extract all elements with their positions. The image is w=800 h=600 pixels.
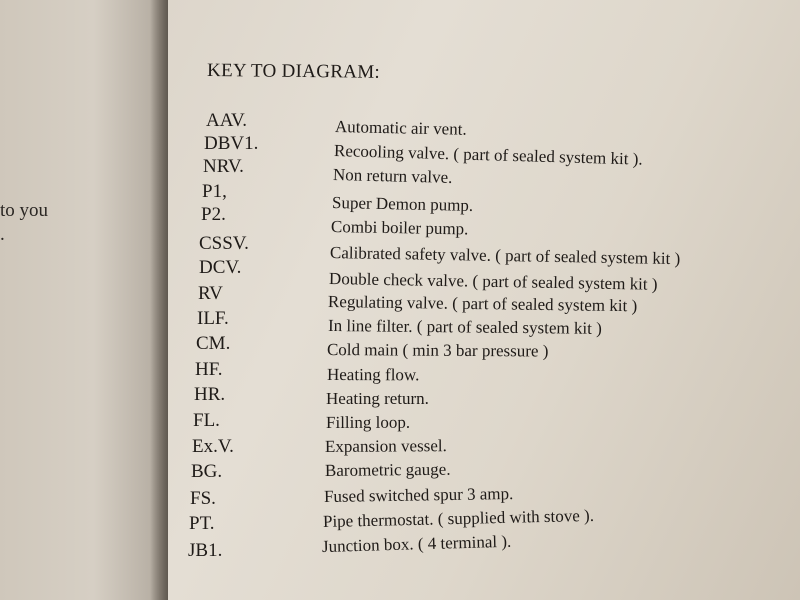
key-code: FL. xyxy=(193,410,220,431)
key-code: AAV. xyxy=(206,110,248,131)
key-description: Filling loop. xyxy=(325,412,411,432)
key-description: Super Demon pump. xyxy=(331,193,474,215)
key-description: Recooling valve. ( part of sealed system kit ). xyxy=(333,141,643,169)
key-description: Calibrated safety valve. ( part of sealed system kit ) xyxy=(329,243,681,269)
key-code: RV xyxy=(198,283,223,304)
key-code: HF. xyxy=(195,359,223,380)
key-description: Automatic air vent. xyxy=(334,117,467,139)
key-code: DCV. xyxy=(199,257,242,278)
key-description: Combi boiler pump. xyxy=(330,217,469,239)
key-code: HR. xyxy=(194,384,226,405)
key-description: Fused switched spur 3 amp. xyxy=(323,484,514,506)
key-description: Regulating valve. ( part of sealed system kit ) xyxy=(327,292,638,316)
key-description: Expansion vessel. xyxy=(324,436,447,456)
key-description: Pipe thermostat. ( supplied with stove ). xyxy=(322,505,595,531)
key-code: CM. xyxy=(196,333,231,354)
key-description: In line filter. ( part of sealed system kit ) xyxy=(327,316,602,338)
key-code: ILF. xyxy=(197,308,229,329)
key-description: Junction box. ( 4 terminal ). xyxy=(321,531,512,556)
key-code: BG. xyxy=(191,461,223,482)
key-code: CSSV. xyxy=(199,233,249,254)
key-code: P2. xyxy=(201,204,226,225)
key-description: Non return valve. xyxy=(332,165,453,187)
key-description: Double check valve. ( part of sealed system kit ) xyxy=(328,269,658,294)
key-code: JB1. xyxy=(188,540,223,561)
page-title: KEY TO DIAGRAM: xyxy=(206,60,381,83)
key-code: NRV. xyxy=(203,156,244,177)
key-code: PT. xyxy=(189,513,215,534)
key-description: Heating return. xyxy=(326,389,429,408)
key-code: Ex.V. xyxy=(192,436,234,457)
key-description: Heating flow. xyxy=(326,365,420,385)
key-code: FS. xyxy=(190,488,216,509)
key-description: Barometric gauge. xyxy=(324,459,451,480)
key-code: P1, xyxy=(202,181,227,202)
key-description: Cold main ( min 3 bar pressure ) xyxy=(326,340,549,361)
left-page-text-fragment: . xyxy=(0,224,5,245)
key-code: DBV1. xyxy=(204,133,259,154)
left-page-text-fragment: to you xyxy=(0,200,49,221)
